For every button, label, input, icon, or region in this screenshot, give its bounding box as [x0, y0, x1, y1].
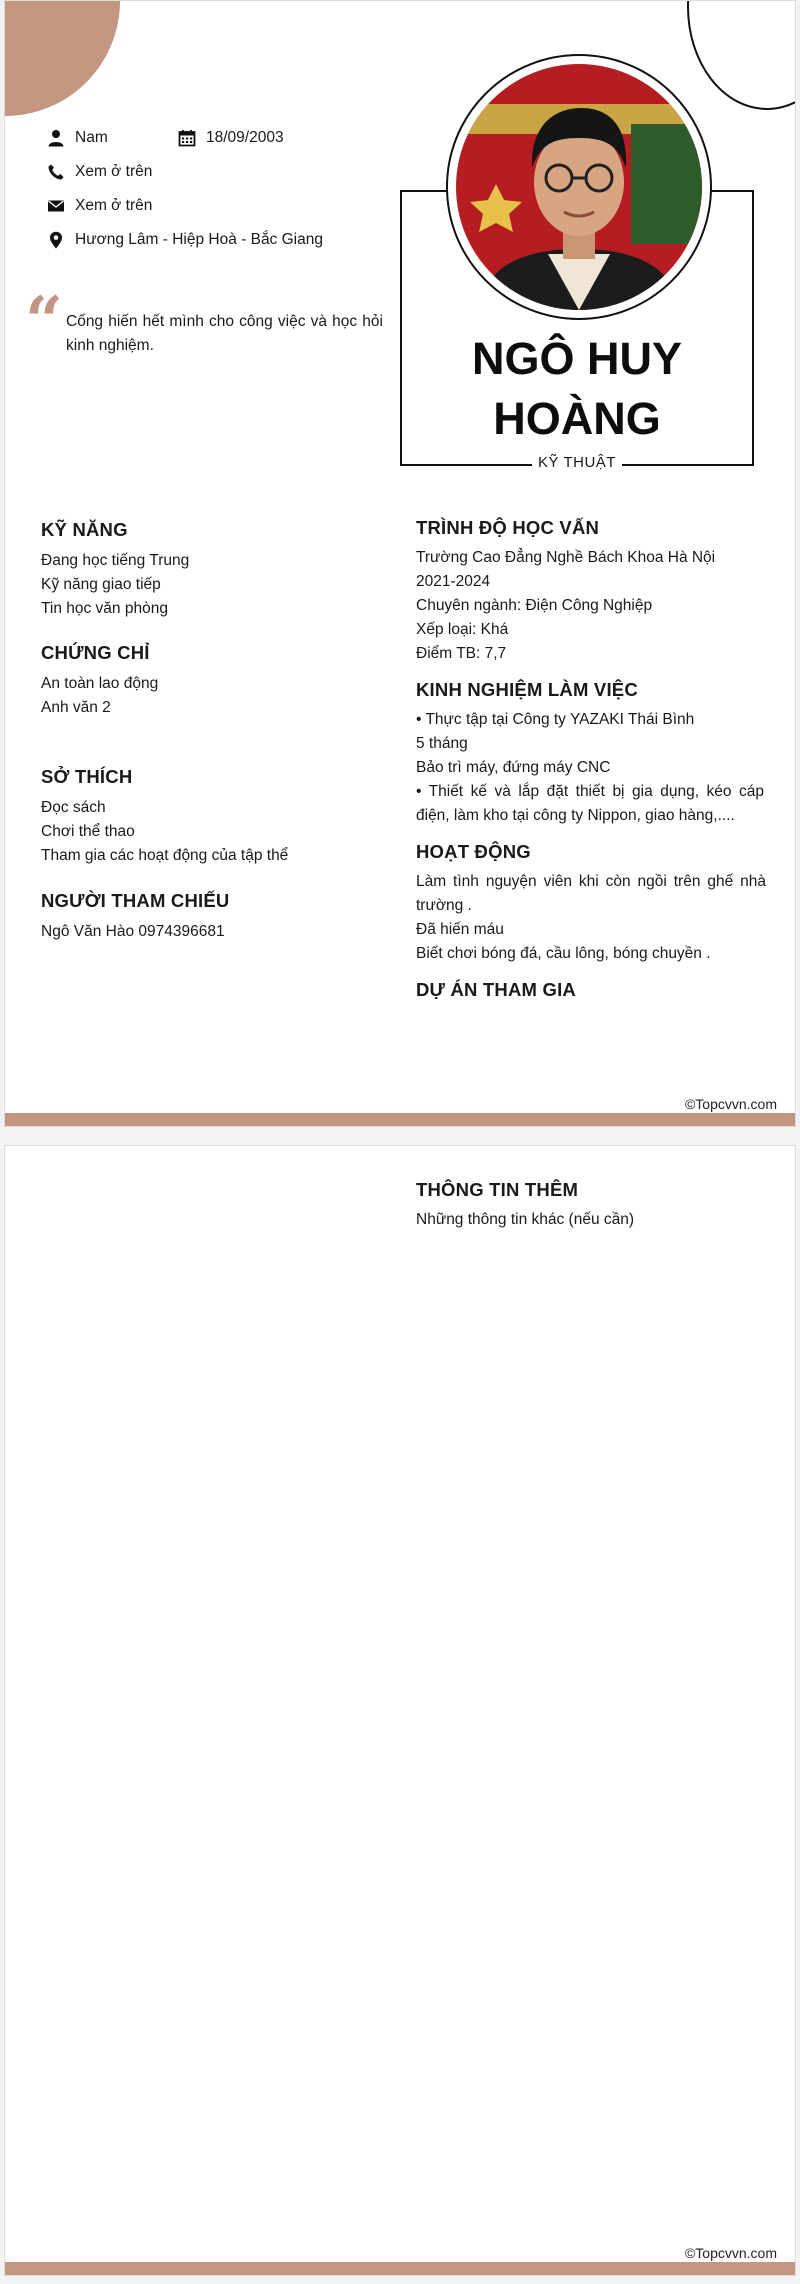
- career-objective: Cống hiến hết mình cho công việc và học hỏi kinh nghiệm.: [66, 313, 383, 354]
- full-name-line-1: NGÔ HUY: [471, 333, 682, 384]
- copyright: ©Topcvvn.com: [684, 2245, 777, 2261]
- footer-bar: [5, 2262, 795, 2275]
- corner-ring-decoration: [687, 0, 796, 110]
- list-item: Làm tình nguyện viên khi còn ngồi trên ghế nhà trường .: [416, 873, 766, 914]
- references-title: NGƯỜI THAM CHIẾU: [41, 890, 230, 911]
- gender-row: [47, 129, 108, 147]
- certificates-title: CHỨNG CHỈ: [41, 642, 150, 663]
- list-item: An toàn lao động: [41, 675, 159, 692]
- list-item: Tham gia các hoạt động của tập thể: [41, 847, 289, 864]
- quote-icon: “: [25, 282, 63, 360]
- references-list: [41, 920, 225, 944]
- calendar-icon: [178, 129, 196, 147]
- experience-list: [416, 708, 764, 828]
- location-pin-icon: [47, 231, 65, 249]
- corner-decoration: [4, 0, 120, 116]
- list-item: 5 tháng: [416, 735, 468, 752]
- list-item: • Thực tập tại Công ty YAZAKI Thái Bình: [416, 711, 695, 728]
- address-row: [47, 231, 323, 249]
- list-item: Chuyên ngành: Điện Công Nghiệp: [416, 597, 653, 614]
- list-item: Đã hiến máu: [416, 921, 504, 938]
- list-item: Chơi thể thao: [41, 823, 135, 840]
- address-value: Hương Lâm - Hiệp Hoà - Bắc Giang: [75, 231, 323, 248]
- list-item: Đọc sách: [41, 799, 106, 816]
- list-item: Anh văn 2: [41, 699, 111, 716]
- copyright: ©Topcvvn.com: [684, 1096, 777, 1112]
- list-item: Ngô Văn Hào 0974396681: [41, 923, 225, 940]
- gender-value: Nam: [75, 129, 108, 146]
- email-row: [47, 197, 152, 215]
- list-item: Xếp loại: Khá: [416, 621, 509, 638]
- activities-title: HOẠT ĐỘNG: [416, 841, 531, 862]
- hobbies-title: SỞ THÍCH: [41, 766, 133, 787]
- full-name-line-2: HOÀNG: [493, 393, 661, 444]
- list-item: Kỹ năng giao tiếp: [41, 576, 161, 593]
- birthday-value: 18/09/2003: [206, 129, 284, 146]
- full-name: [400, 329, 754, 449]
- cv-page-1: [4, 0, 796, 1127]
- list-item: Tin học văn phòng: [41, 600, 168, 617]
- extra-info-text: Những thông tin khác (nếu cần): [416, 1211, 635, 1228]
- footer-bar: [5, 1113, 795, 1126]
- phone-icon: [47, 163, 65, 181]
- birthday-row: [178, 129, 284, 147]
- list-item: Đang học tiếng Trung: [41, 552, 190, 569]
- list-item: Điểm TB: 7,7: [416, 645, 507, 662]
- envelope-icon: [47, 197, 65, 215]
- activities-list: [416, 870, 766, 966]
- list-item: 2021-2024: [416, 573, 491, 590]
- skills-list: [41, 549, 189, 621]
- email-value: Xem ở trên: [75, 197, 153, 214]
- experience-title: KINH NGHIỆM LÀM VIỆC: [416, 679, 638, 700]
- list-item: Trường Cao Đẳng Nghề Bách Khoa Hà Nội: [416, 549, 716, 566]
- extra-info-title: THÔNG TIN THÊM: [416, 1179, 579, 1200]
- avatar: [456, 64, 702, 310]
- cv-page-2: [4, 1145, 796, 2276]
- hobbies-list: [41, 796, 288, 868]
- phone-row: [47, 163, 152, 181]
- job-title: KỸ THUẬT: [532, 452, 622, 474]
- list-item: • Thiết kế và lắp đặt thiết bị gia dụng, kéo cáp điện, làm kho tại công ty Nippon, giao hàng,....: [416, 783, 764, 824]
- certificates-list: [41, 672, 158, 720]
- phone-value: Xem ở trên: [75, 163, 153, 180]
- skills-title: KỸ NĂNG: [41, 519, 128, 540]
- projects-title: DỰ ÁN THAM GIA: [416, 979, 576, 1000]
- list-item: Bảo trì máy, đứng máy CNC: [416, 759, 611, 776]
- education-list: [416, 546, 766, 666]
- person-icon: [47, 129, 65, 147]
- list-item: Biết chơi bóng đá, cầu lông, bóng chuyền .: [416, 945, 711, 962]
- education-title: TRÌNH ĐỘ HỌC VẤN: [416, 517, 600, 538]
